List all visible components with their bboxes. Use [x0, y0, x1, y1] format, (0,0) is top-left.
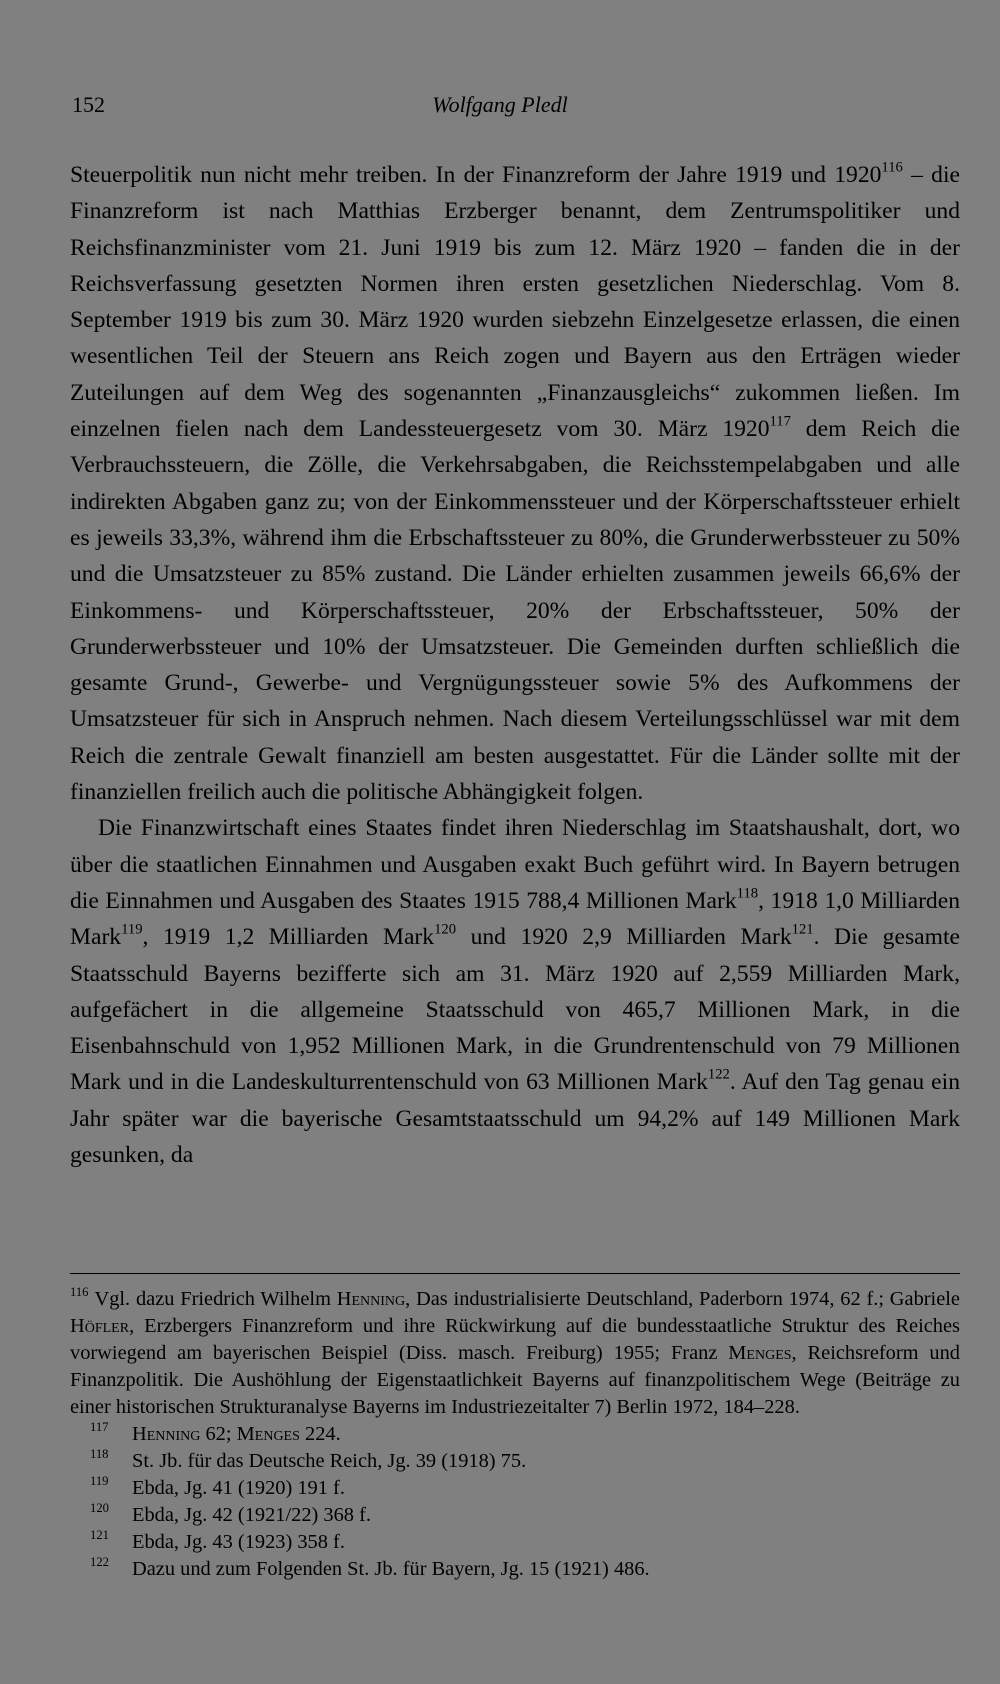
footnote-ref-118: 118 — [736, 885, 759, 902]
footnote-number: 116 — [70, 1285, 89, 1300]
footnote-ref-121: 121 — [791, 921, 814, 938]
footnote-ref-122: 122 — [707, 1066, 730, 1083]
author-name: Henning — [132, 1423, 201, 1445]
text-run: Steuerpolitik nun nicht mehr treiben. In der Finanzreform der Jahre 1919 und 1920 — [70, 162, 882, 188]
footnote-text: 224. — [299, 1423, 341, 1445]
footnote-121: 121 Ebda, Jg. 43 (1923) 358 f. — [90, 1528, 345, 1553]
footnote-text: St. Jb. für das Deutsche Reich, Jg. 39 (1918) 75. — [132, 1450, 527, 1472]
running-head: Wolfgang Pledl — [432, 92, 568, 117]
text-run: dem Reich die Verbrauchssteuern, die Zölle, die Verkehrsabgaben, die Reichsstempelabgaben und alle indirekten Abgaben ganz zu; von der Einkommenssteuer und der Körperschaftssteuer erhielt es jeweils 33,3%, während ihm die Erbschaftssteuer zu 80%, die Grunderwerbssteuer zu 50% und die Umsatzsteuer zu 85% zustand. Die Länder erhielten zusammen jeweils 66,6% der Einkommens- und Körperschaftssteuer, 20% der Erbschaftssteuer, 50% der Grunderwerbssteuer und 10% der Umsatzsteuer. Die Gemeinden durften schließlich die gesamte Grund-, Gewerbe- und Vergnügungssteuer sowie 5% des Aufkommens der Umsatzsteuer für sich in Anspruch nehmen. Nach diesem Verteilungsschlüssel war mit dem Reich die zentrale Gewalt finanziell am besten ausgestattet. Für die Länder sollte mit der finanziellen freilich auch die politische Abhängigkeit folgen. — [70, 416, 960, 806]
author-name: Menges — [236, 1423, 300, 1445]
footnote-text: Ebda, Jg. 41 (1920) 191 f. — [132, 1477, 345, 1499]
footnote-117: 117 Henning 62; Menges 224. — [90, 1420, 341, 1445]
footnote-ref-116: 116 — [881, 159, 903, 176]
body-text — [70, 157, 960, 1173]
footnote-text: , Das industrialisierte Deutschland, Paderborn 1974, 62 f.; Gabriele — [405, 1288, 960, 1310]
footnote-text: Dazu und zum Folgenden St. Jb. für Bayern, Jg. 15 (1921) 486. — [132, 1558, 650, 1580]
footnote-text: , Erzbergers Finanzreform und ihre Rückwirkung auf die bundesstaatliche Struktur des Reiches vorwiegend am bayerischen Beispiel (Diss. masch. Freiburg) 1955; Franz — [70, 1315, 960, 1364]
footnote-text: Ebda, Jg. 42 (1921/22) 368 f. — [132, 1504, 371, 1526]
paragraph-1 — [70, 157, 960, 810]
page-header — [70, 92, 930, 126]
text-run: , 1918 1,0 Milliarden Mark — [70, 887, 960, 951]
author-name: Menges — [728, 1342, 792, 1364]
footnote-ref-117: 117 — [769, 413, 791, 430]
text-run: Die Finanzwirtschaft eines Staates findet ihren Niederschlag im Staatshaushalt, dort, wo über die staatlichen Einnahmen und Ausgaben exakt Buch geführt wird. In Bayern betrugen die Einnahmen und Ausgaben des Staates 1915 788,4 Millionen Mark — [70, 815, 960, 914]
footnote-text: Ebda, Jg. 43 (1923) 358 f. — [132, 1531, 345, 1553]
footnote-122: 122 Dazu und zum Folgenden St. Jb. für Bayern, Jg. 15 (1921) 486. — [90, 1555, 650, 1580]
author-name: Henning — [336, 1288, 406, 1310]
page-number: 152 — [72, 92, 105, 117]
footnote-text: 62; — [200, 1423, 237, 1445]
text-run: . Die gesamte Staatsschuld Bayerns bezifferte sich am 31. März 1920 auf 2,559 Milliarden Mark, aufgefächert in die allgemeine Staatsschuld von 465,7 Millionen Mark, in die Eisenbahnschuld von 1,952 Millionen Mark, in die Grundrentenschuld von 79 Millionen Mark und in die Landeskulturrentenschuld von 63 Millionen Mark — [70, 924, 960, 1096]
footnote-text: Vgl. dazu Friedrich Wilhelm — [94, 1288, 337, 1310]
paragraph-2 — [70, 810, 960, 1173]
footnote-116 — [70, 1286, 960, 1421]
footnotes — [70, 1286, 960, 1583]
text-run: und 1920 2,9 Milliarden Mark — [456, 924, 792, 951]
text-run: – die Finanzreform ist nach Matthias Erzberger benannt, dem Zentrumspolitiker und Reichsfinanzminister vom 21. Juni 1919 bis zum 12. März 1920 – fanden die in der Reichsverfassung gesetzten Normen ihren ersten gesetzlichen Niederschlag. Vom 8. September 1919 bis zum 30. März 1920 wurden siebzehn Einzelgesetze erlassen, die einen wesentlichen Teil der Steuern ans Reich zogen und Bayern aus den Erträgen wieder Zuteilungen auf dem Weg des sogenannten „Finanzausgleichs“ zukommen ließen. Im einzelnen fielen nach dem Landessteuergesetz vom 30. März 1920 — [70, 162, 960, 443]
text-run: . Auf den Tag genau ein Jahr später war die bayerische Gesamtstaatsschuld um 94,2% auf 149 Millionen Mark gesunken, da — [70, 1069, 960, 1169]
footnote-ref-119: 119 — [121, 921, 143, 938]
text-run: , 1919 1,2 Milliarden Mark — [142, 924, 435, 951]
author-name: Höfler — [70, 1315, 130, 1337]
footnote-118: 118 St. Jb. für das Deutsche Reich, Jg. 39 (1918) 75. — [90, 1447, 527, 1472]
footnote-119: 119 Ebda, Jg. 41 (1920) 191 f. — [90, 1474, 345, 1499]
footnote-ref-120: 120 — [434, 921, 457, 938]
footnote-text: , Reichsreform und Finanzpolitik. Die Aushöhlung der Eigenstaatlichkeit Bayerns auf finanzpolitischem Wege (Beiträge zu einer historischen Strukturanalyse Bayerns im Industriezeitalter 7) Berlin 1972, 184–228. — [70, 1342, 960, 1418]
footnote-separator — [70, 1273, 960, 1274]
footnote-120: 120 Ebda, Jg. 42 (1921/22) 368 f. — [90, 1501, 371, 1526]
